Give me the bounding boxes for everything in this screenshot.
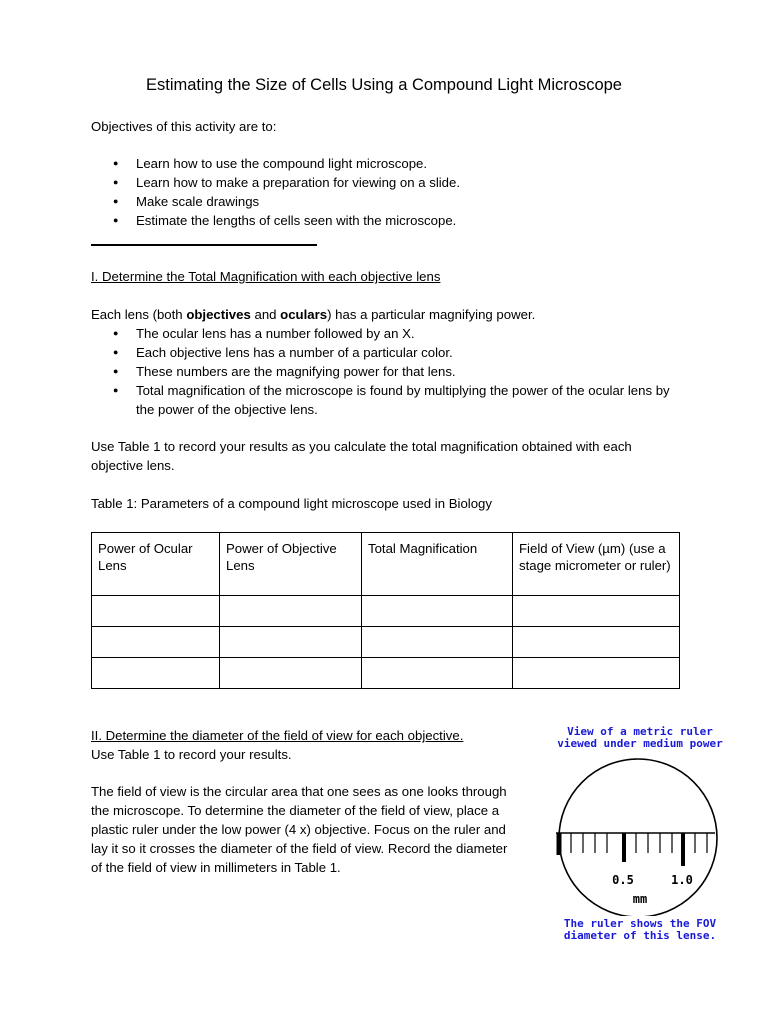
table-row	[92, 627, 680, 658]
lead-bold-objectives: objectives	[186, 307, 251, 322]
fov-para-line: The field of view is the circular area that one sees as one looks through	[91, 784, 507, 799]
table-header-row	[92, 533, 680, 596]
table-cell[interactable]	[220, 596, 362, 627]
list-item: ● Learn how to use the compound light microscope.	[91, 154, 591, 173]
figure-caption-line: viewed under medium power	[557, 737, 723, 750]
header-total-magnification: Total Magnification	[362, 533, 513, 596]
ruler-label-one: 1.0	[671, 873, 693, 887]
objectives-list	[91, 154, 591, 230]
table-cell[interactable]	[362, 658, 513, 689]
ruler-unit: mm	[632, 892, 648, 906]
figure-caption-line: diameter of this lense.	[563, 929, 717, 942]
table-cell[interactable]	[513, 627, 680, 658]
section2-heading: II. Determine the diameter of the field of view for each objective.	[91, 728, 464, 743]
table-cell[interactable]	[362, 596, 513, 627]
list-item: ● The ocular lens has a number followed by an X.	[91, 324, 691, 343]
figure-caption-top	[540, 726, 740, 750]
lead-text: ) has a particular magnifying power.	[327, 307, 536, 322]
horizontal-divider	[91, 244, 317, 246]
table-cell[interactable]	[220, 627, 362, 658]
figure-caption-line: The ruler shows the FOV	[563, 917, 717, 930]
microscope-fov-ruler-figure	[548, 756, 728, 916]
table-cell[interactable]	[513, 658, 680, 689]
table-row	[92, 596, 680, 627]
table-cell[interactable]	[92, 596, 220, 627]
use-table-line1: Use Table 1 to record your results as you calculate the total magnification obtained with each	[91, 439, 632, 454]
table-cell[interactable]	[92, 658, 220, 689]
header-objective: Power of Objective Lens	[220, 533, 362, 596]
section1-lead	[91, 305, 535, 324]
lead-text: and	[250, 307, 281, 322]
list-item: ● Estimate the lengths of cells seen with the microscope.	[91, 211, 591, 230]
lead-bold-oculars: oculars	[280, 307, 328, 322]
magnification-list	[91, 324, 691, 419]
table-cell[interactable]	[92, 627, 220, 658]
section1-heading: I. Determine the Total Magnification with each objective lens	[91, 269, 441, 284]
list-item: ● Total magnification of the microscope is found by multiplying the power of the ocular lens by the power of the objective lens.	[91, 381, 691, 419]
table-cell[interactable]	[220, 658, 362, 689]
table-caption: Table 1: Parameters of a compound light microscope used in Biology	[91, 496, 492, 511]
table-cell[interactable]	[513, 596, 680, 627]
table-cell[interactable]	[362, 627, 513, 658]
use-table-line2: objective lens.	[91, 458, 175, 473]
ruler-label-half: 0.5	[612, 873, 634, 887]
fov-para-line: the microscope. To determine the diameter of the field of view, place a	[91, 803, 500, 818]
figure-caption-bottom	[540, 918, 740, 942]
objectives-intro: Objectives of this activity are to:	[91, 119, 277, 134]
header-ocular: Power of Ocular Lens	[92, 533, 220, 596]
parameters-table	[91, 532, 680, 689]
list-item: ● Make scale drawings	[91, 192, 591, 211]
page-title: Estimating the Size of Cells Using a Compound Light Microscope	[146, 76, 622, 94]
lead-text: Each lens (both	[91, 307, 187, 322]
fov-para-line: plastic ruler under the low power (4 x) objective. Focus on the ruler and	[91, 822, 506, 837]
table-row	[92, 658, 680, 689]
figure-caption-line: View of a metric ruler	[567, 725, 713, 738]
header-field-of-view: Field of View (µm) (use a stage micrometer or ruler)	[513, 533, 680, 596]
section2-subline: Use Table 1 to record your results.	[91, 747, 292, 762]
fov-para-line: lay it so it crosses the diameter of the field of view. Record the diameter	[91, 841, 508, 856]
list-item: ● Each objective lens has a number of a particular color.	[91, 343, 691, 362]
list-item: ● These numbers are the magnifying power for that lens.	[91, 362, 691, 381]
list-item: ● Learn how to make a preparation for viewing on a slide.	[91, 173, 591, 192]
fov-para-line: of the field of view in millimeters in Table 1.	[91, 860, 341, 875]
